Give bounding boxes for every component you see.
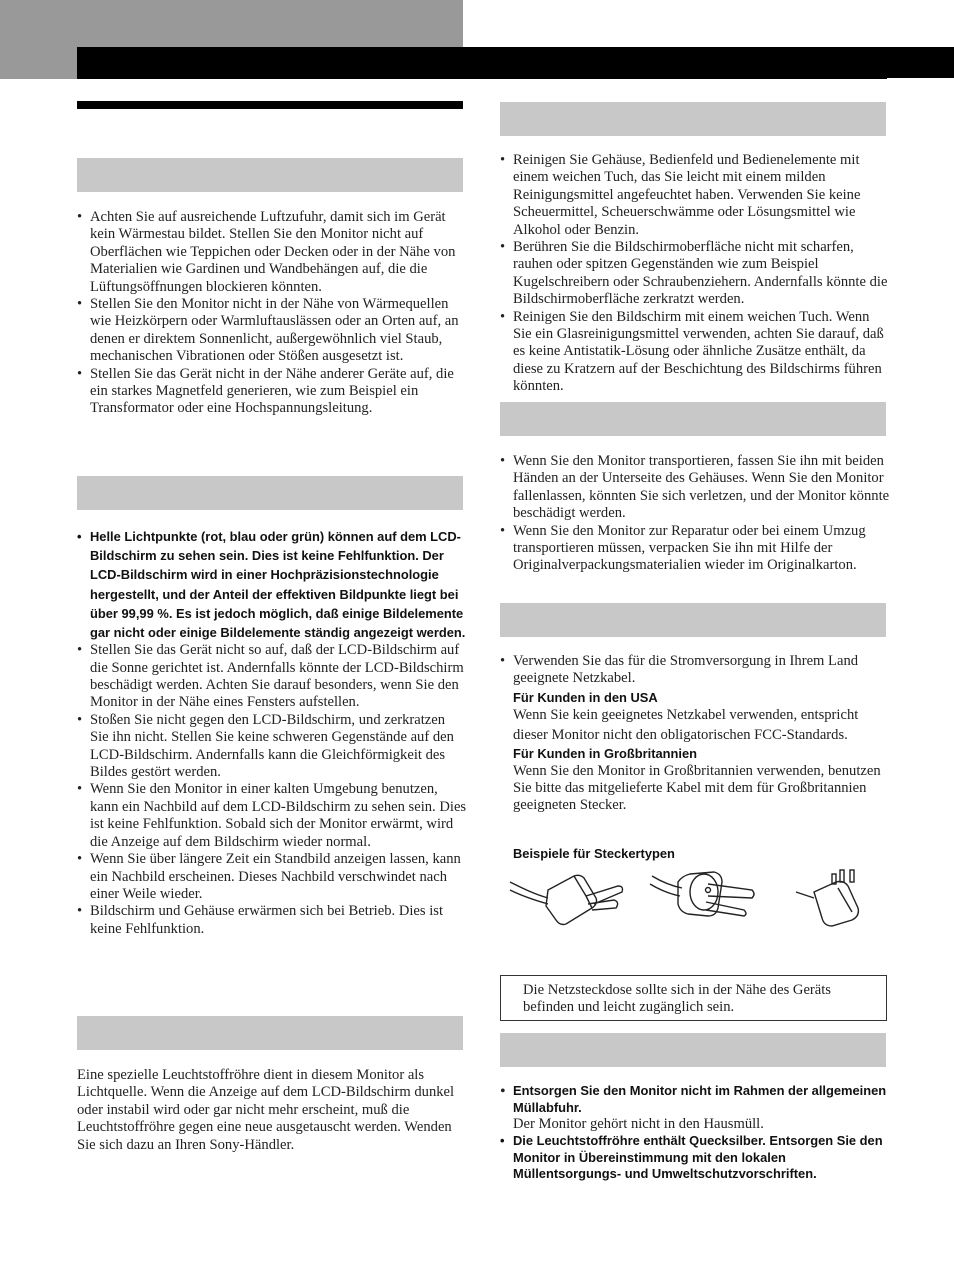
uk-plug-icon [796,870,858,926]
list-item: • Bildschirm und Gehäuse erwärmen sich bei Betrieb. Dies ist keine Fehlfunktion. [77,903,467,938]
eu-plug-icon [650,872,754,916]
list-item: • Stellen Sie den Monitor nicht in der Nähe von Wärmequellen wie Heizkörpern oder Warmluftauslässen oder an Orten auf, an denen er direktem Sonnenlicht, außergewöhnlich viel Staub, mechanischen Vibrationen oder Stößen ausgesetzt ist. [77,296,467,366]
list-item [500,1083,890,1133]
section-cleaning [500,152,890,396]
list-item: • Wenn Sie den Monitor zur Reparatur oder bei einem Umzug transportieren müssen, verpacken Sie ihn mit Hilfe der Originalverpackungsmaterialien wieder im Originalkarton. [500,523,890,575]
uk-heading: Für Kunden in Großbritannien [513,746,698,762]
section-bar-cleaning [500,102,886,136]
list-item: • Wenn Sie den Monitor in einer kalten Umgebung benutzen, kann ein Nachbild auf dem LCD-Bildschirm zu sehen sein. Dies ist keine Fehlfunktion. Sobald sich der Monitor erwärmt, wird die Anzeige auf dem Bildschirm wieder normal. [77,781,467,851]
list-item: • Stellen Sie das Gerät nicht so auf, daß der LCD-Bildschirm auf die Sonne gerichtet ist. Andernfalls könnte der LCD-Bildschirm beschädigt werden. Achten Sie darauf besonders, wenn Sie den Monitor in der Nähe eines Fensters aufstellen. [77,642,467,712]
section-bar-backlight [77,1016,463,1050]
list-item: • Stoßen Sie nicht gegen den LCD-Bildschirm, und zerkratzen Sie ihn nicht. Stellen Sie keine schweren Gegenstände auf den LCD-Bildschirm. Andernfalls kann die Gleichförmigkeit des Bildes gestört werden. [77,712,467,782]
disposal-bold-1: • Entsorgen Sie den Monitor nicht im Rahmen der allgemeinen Müllabfuhr. [513,1083,887,1115]
section-transport [500,453,890,575]
list-item: • Berühren Sie die Bildschirmoberfläche nicht mit scharfen, rauhen oder spitzen Gegenständen wie zum Beispiel Kugelschreibern oder Schraubenziehern. Andernfalls könnte die Bildschirmoberfläche zerkratzt werden. [500,239,890,309]
section-installation [77,209,467,418]
note-box [500,975,887,1021]
section-lcd [77,527,467,938]
list-item: • Wenn Sie den Monitor transportieren, fassen Sie ihn mit beiden Händen an der Unterseite des Gehäuses. Wenn Sie den Monitor fallenlassen, könnten Sie sich verletzen, und der Monitor könnte beschädigt werden. [500,453,890,523]
list-item [500,653,890,815]
section-bar-disposal [500,1033,886,1067]
title-rule [77,101,463,109]
list-item: • Reinigen Sie Gehäuse, Bedienfeld und Bedienelemente mit einem weichen Tuch, das Sie leicht mit einem milden Reinigungsmittel angefeuchtet haben. Verwenden Sie keine Scheuermittel, Scheuerschwämme oder Lösungsmittel wie Alkohol oder Benzin. [500,152,890,239]
usa-text: Wenn Sie kein geeignetes Netzkabel verwenden, entspricht dieser Monitor nicht den obligatorischen FCC-Standards. [513,707,859,743]
power-text: Verwenden Sie das für die Stromversorgung in Ihrem Land geeignete Netzkabel. [513,653,859,687]
header-rule [77,78,887,79]
section-backlight [77,1067,463,1154]
usa-heading: Für Kunden in den USA [513,689,658,705]
list-item-bold: • Die Leuchtstoffröhre enthält Quecksilber. Entsorgen Sie den Monitor in Übereinstimmung mit den lokalen Müllentsorgungs- und Umweltschutzvorschriften. [500,1133,890,1183]
note-text: Die Netzsteckdose sollte sich in der Nähe des Geräts befinden und leicht zugänglich sein. [523,982,831,1015]
section-bar-transport [500,402,886,436]
section-bar-lcd [77,476,463,510]
list-item: • Stellen Sie das Gerät nicht in der Nähe anderer Geräte auf, die ein starkes Magnetfeld generieren, wie zum Beispiel ein Transformator oder eine Hochspannungsleitung. [77,366,467,418]
list-item: • Wenn Sie über längere Zeit ein Standbild anzeigen lassen, kann ein Nachbild erscheinen. Dieses Nachbild verschwindet nach einer Weile wieder. [77,851,467,903]
uk-text: Wenn Sie den Monitor in Großbritannien verwenden, benutzen Sie bitte das mitgelieferte Kabel mit dem für Großbritannien geeigneten Stecker. [513,762,881,814]
section-bar-power [500,603,886,637]
disposal-text-1: Der Monitor gehört nicht in den Hausmüll. [513,1116,764,1132]
list-item: • Achten Sie auf ausreichende Luftzufuhr, damit sich im Gerät kein Wärmestau bildet. Stellen Sie den Monitor nicht auf Oberflächen wie Teppichen oder Decken oder in der Nähe von Materialien wie Gardinen und Wandbehängen auf, die die Lüftungsöffnungen blockieren könnten. [77,209,467,296]
header-black-bar [77,47,954,78]
list-item-bold: • Helle Lichtpunkte (rot, blau oder grün) können auf dem LCD-Bildschirm zu sehen sein. Dies ist keine Fehlfunktion. Der LCD-Bildschirm wird in einer Hochpräzisionstechnologie hergestellt, und der Anteil der effektiven Bildpunkte liegt bei über 99,99 %. Es ist jedoch möglich, daß einige Bildelemente gar nicht oder einige Bildelemente ständig angezeigt werden. [77,527,467,642]
plug-types-illustration [508,868,888,940]
section-disposal [500,1083,890,1183]
plug-caption: Beispiele für Steckertypen [513,846,675,861]
list-item: • Reinigen Sie den Bildschirm mit einem weichen Tuch. Wenn Sie ein Glasreinigungsmittel verwenden, achten Sie darauf, daß es keine Antistatik-Lösung oder ähnliche Zusätze enthält, da diese zu Kratzern auf der Beschichtung des Bildschirms führen könnten. [500,309,890,396]
paragraph: Eine spezielle Leuchtstoffröhre dient in diesem Monitor als Lichtquelle. Wenn die Anzeige auf dem LCD-Bildschirm dunkel oder instabil wird oder gar nicht mehr erscheint, muß die Leuchtstoffröhre gegen eine neue ausgetauscht werden. Wenden Sie sich dazu an Ihren Sony-Händler. [77,1067,455,1153]
us-plug-icon [510,875,623,924]
section-bar-installation [77,158,463,192]
section-power [500,653,890,815]
